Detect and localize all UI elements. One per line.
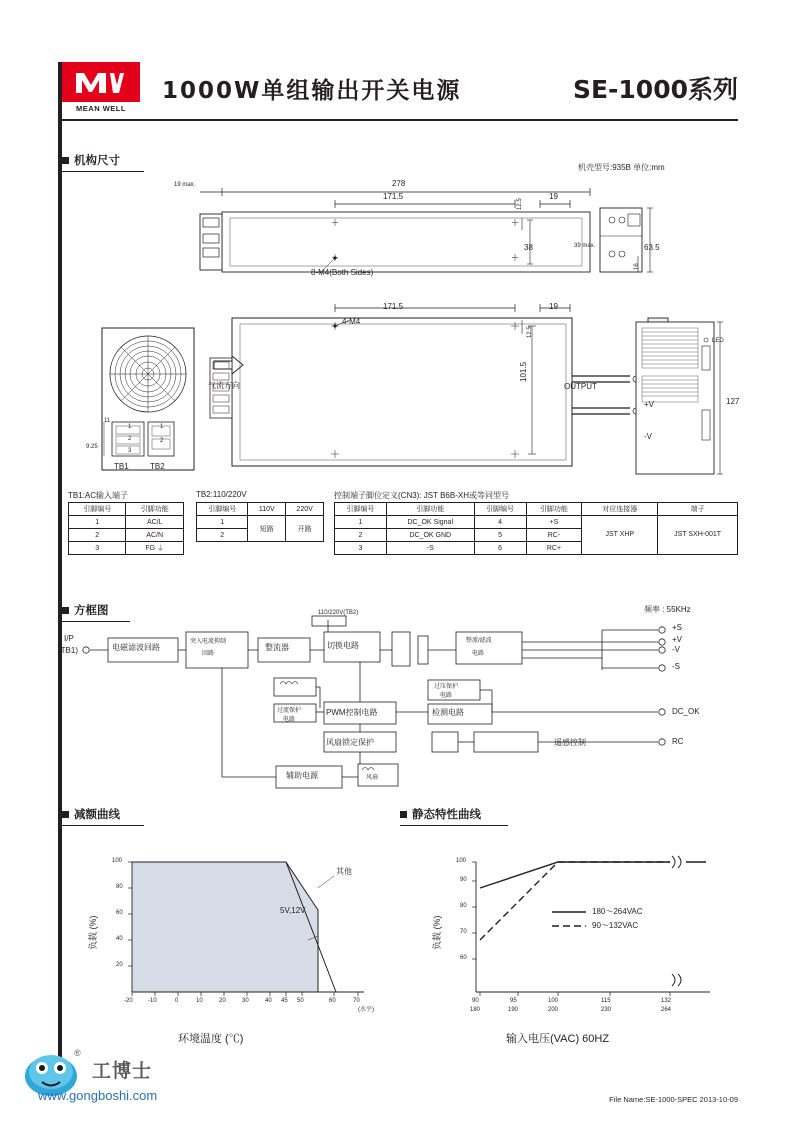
derating-annotation-5v12v: 5V,12V xyxy=(280,906,306,915)
derating-xtick-40: 40 xyxy=(265,998,272,1004)
output-minus-v: -V xyxy=(644,432,652,441)
watermark xyxy=(20,1042,250,1116)
static-xtick-top-95: 95 xyxy=(510,998,517,1004)
case-model-note: 机壳型号:935B 单位:mm xyxy=(578,163,665,172)
cn3-r2-c2: 6 xyxy=(474,542,526,555)
cn3-r1-c3: RC- xyxy=(526,529,582,542)
static-legend-1: 180～264VAC xyxy=(592,907,643,916)
table-row xyxy=(197,516,324,529)
dim-12-5-mid: 12.5 xyxy=(527,326,533,338)
file-name-footer: File Name:SE-1000-SPEC 2013-10-09 xyxy=(609,1095,738,1104)
tb2-r0-c1: 短路 xyxy=(248,516,286,542)
rc-label: RC xyxy=(672,737,684,746)
tb1-r2-c1: FG ⏚ xyxy=(126,542,184,555)
cn3-th-3: 引脚功能 xyxy=(526,503,582,516)
label-tb2: TB2 xyxy=(150,462,165,471)
detect-label: 检测电路 xyxy=(432,708,464,717)
static-xtick-bot-180: 180 xyxy=(470,1007,481,1013)
derating-horizontal-note: (水平) xyxy=(358,1007,374,1013)
derating-xtick--10: -10 xyxy=(148,998,157,1004)
static-ytick-100: 100 xyxy=(456,858,467,864)
section-underline xyxy=(62,171,144,172)
dim-38: 38 xyxy=(524,243,533,252)
cn3-th-5: 端子 xyxy=(658,503,738,516)
dim-16: 16 xyxy=(634,263,640,270)
tb1-table xyxy=(68,502,184,555)
cn3-r2-c1: -S xyxy=(386,542,474,555)
page-title: 1000W单组输出开关电源 xyxy=(162,78,462,104)
table-row xyxy=(69,516,184,529)
output-label: OUTPUT xyxy=(564,382,597,391)
dim-171-5-mid: 171.5 xyxy=(383,302,404,311)
cn3-table-title: 控制端子脚位定义(CN3): JST B6B-XH或等同型号 xyxy=(334,491,509,500)
out-plus-v: +V xyxy=(672,635,683,644)
tb2-table xyxy=(196,502,324,542)
cn3-r1-c2: 5 xyxy=(474,529,526,542)
cn3-th-2: 引脚编号 xyxy=(474,503,526,516)
static-xtick-top-132: 132 xyxy=(661,998,672,1004)
tap-label: 110/220V(TB2) xyxy=(318,610,359,616)
pin-right-2: 2 xyxy=(160,438,164,444)
dim-19-mid-right: 19 xyxy=(549,302,558,311)
emi-label: 电磁滤波回路 xyxy=(112,643,160,652)
watermark-url: www.gongboshi.com xyxy=(38,1088,158,1103)
static-legend-2: 90～132VAC xyxy=(592,921,639,930)
tb1-r1-c0: 2 xyxy=(69,529,126,542)
static-xtick-bot-200: 200 xyxy=(548,1007,559,1013)
page-header xyxy=(62,62,738,122)
screw-note-mid: 4-M4 xyxy=(342,317,361,326)
watermark-brand: 工博士 xyxy=(92,1061,153,1082)
cn3-connector-line2 xyxy=(556,530,558,536)
derating-ytick-100: 100 xyxy=(112,858,123,864)
static-xtick-top-90: 90 xyxy=(472,998,479,1004)
tb1-r2-c0: 3 xyxy=(69,542,126,555)
tb1-r1-c1: AC/N xyxy=(126,529,184,542)
cn3-r0-c0: 1 xyxy=(335,516,387,529)
dim-12-5-top: 12.5 xyxy=(517,198,523,210)
bullet-square-icon xyxy=(400,811,407,818)
out-plus-s: +S xyxy=(672,623,683,632)
fanlock-label: 风扇锁定保护 xyxy=(326,738,374,747)
derating-xtick-45: 45 xyxy=(281,998,288,1004)
table-row xyxy=(335,516,738,529)
inrush-label-2: 回路 xyxy=(202,651,215,657)
pwm-label: PWM控制电路 xyxy=(326,708,378,717)
pin-left-2: 2 xyxy=(128,436,132,442)
airflow-label: 气流方向 xyxy=(208,381,240,390)
static-xtick-bot-190: 190 xyxy=(508,1007,519,1013)
tb1-th-1: 引脚功能 xyxy=(126,503,184,516)
olp-label-1: 过流保护 xyxy=(277,708,302,714)
static-xtick-bot-264: 264 xyxy=(661,1007,672,1013)
aux-label: 辅助电源 xyxy=(286,771,318,780)
tb2-table-title: TB2:110/220V xyxy=(196,490,247,499)
dim-171-5-top: 171.5 xyxy=(383,192,404,201)
static-xlabel: 输入电压(VAC) 60HZ xyxy=(506,1033,610,1045)
out-minus-v: -V xyxy=(672,645,680,654)
derating-xtick-60: 60 xyxy=(329,998,336,1004)
section-underline xyxy=(400,825,508,826)
airflow-arrow-icon xyxy=(214,356,244,374)
fan-front-view xyxy=(96,326,206,476)
meanwell-logo xyxy=(62,62,140,120)
dim-19max-left: 19 max. xyxy=(174,182,196,188)
screw-note-top: 8-M4(Both Sides) xyxy=(311,268,374,277)
watermark-registered-icon: ® xyxy=(74,1048,81,1058)
cn3-r0-c4: JST XHP xyxy=(582,516,658,555)
static-xtick-top-100: 100 xyxy=(548,998,559,1004)
olp-label-2: 电路 xyxy=(283,717,296,723)
ip-tb-label: (TB1) xyxy=(58,646,78,655)
label-tb1: TB1 xyxy=(114,462,129,471)
cn3-th-4: 对应连接器 xyxy=(582,503,658,516)
series-title: SE-1000系列 xyxy=(572,75,738,104)
freq-label: 频率 : 55KHz xyxy=(644,605,691,614)
header-divider xyxy=(62,119,738,121)
dim-9-25: 9.25 xyxy=(86,444,98,450)
left-accent-band xyxy=(58,62,62,1062)
bullet-square-icon xyxy=(62,157,69,164)
table-row xyxy=(69,542,184,555)
tb1-r0-c0: 1 xyxy=(69,516,126,529)
derating-xtick-10: 10 xyxy=(196,998,203,1004)
fan-label: 风扇 xyxy=(366,775,379,781)
block-diagram xyxy=(62,620,742,800)
switch-label: 切换电路 xyxy=(327,641,359,650)
static-ytick-80: 80 xyxy=(460,903,467,909)
dim-101-5: 101.5 xyxy=(519,361,528,382)
output-plus-v: +V xyxy=(644,400,655,409)
inrush-label-1: 突入电流抑制 xyxy=(190,639,227,645)
bullet-square-icon xyxy=(62,811,69,818)
tb1-th-0: 引脚编号 xyxy=(69,503,126,516)
cn3-r2-c0: 3 xyxy=(335,542,387,555)
section-derating-header: 减额曲线 xyxy=(62,806,144,824)
cn3-r2-c3: RC+ xyxy=(526,542,582,555)
ovp-label-2: 电路 xyxy=(440,693,453,699)
cn3-table xyxy=(334,502,738,555)
derating-xtick-0: 0 xyxy=(175,998,179,1004)
derating-ylabel: 负载 (%) xyxy=(88,915,98,950)
derating-xtick-50: 50 xyxy=(297,998,304,1004)
static-chart xyxy=(440,848,730,1028)
static-ytick-90: 90 xyxy=(460,877,467,883)
rectfilter-label-1: 整流/滤波 xyxy=(466,638,492,644)
static-ytick-60: 60 xyxy=(460,955,467,961)
out-minus-s: -S xyxy=(672,662,680,671)
cn3-r0-c1: DC_OK Signal xyxy=(386,516,474,529)
tb1-r0-c1: AC/L xyxy=(126,516,184,529)
tb2-r0-c0: 1 xyxy=(197,516,248,529)
cn3-r1-c0: 2 xyxy=(335,529,387,542)
derating-xtick-20: 20 xyxy=(219,998,226,1004)
derating-xtick--20: -20 xyxy=(124,998,133,1004)
cn3-th-1: 引脚功能 xyxy=(386,503,474,516)
remote-label: 遥感控制 xyxy=(554,738,586,747)
cn3-th-0: 引脚编号 xyxy=(335,503,387,516)
table-row xyxy=(69,529,184,542)
dc-ok-label: DC_OK xyxy=(672,707,700,716)
dim-39max: 39 max. xyxy=(574,243,596,249)
ip-label: I/P xyxy=(64,634,74,643)
tb2-r0-c2: 开路 xyxy=(286,516,324,542)
dim-278: 278 xyxy=(392,179,406,188)
section-mechanical-header: 机构尺寸 xyxy=(62,152,144,170)
derating-ytick-80: 80 xyxy=(116,884,123,890)
dim-63-5: 63.5 xyxy=(644,243,660,252)
pin-left-1: 1 xyxy=(128,424,132,430)
logo-text: MEAN WELL xyxy=(76,104,126,113)
cn3-r0-c5: JST SXH-001T xyxy=(658,516,738,555)
tb2-r1-c0: 2 xyxy=(197,529,248,542)
derating-xtick-30: 30 xyxy=(242,998,249,1004)
derating-annotation-other: 其他 xyxy=(336,867,352,876)
static-xtick-bot-230: 230 xyxy=(601,1007,612,1013)
rectfilter-label-2: 电路 xyxy=(472,651,485,657)
pin-left-3: 3 xyxy=(128,448,132,454)
pin-right-1: 1 xyxy=(160,424,164,430)
cn3-r0-c3: +S xyxy=(526,516,582,529)
static-ylabel: 负载 (%) xyxy=(432,915,442,950)
label-led: LED xyxy=(712,338,724,344)
tb1-table-title: TB1:AC输入端子 xyxy=(68,491,129,500)
cn3-r0-c2: 4 xyxy=(474,516,526,529)
mechanical-top-view xyxy=(170,178,650,288)
tb2-th-2: 220V xyxy=(286,503,324,516)
derating-xtick-70: 70 xyxy=(353,998,360,1004)
static-ytick-70: 70 xyxy=(460,929,467,935)
cn3-r1-c1: DC_OK GND xyxy=(386,529,474,542)
tb2-th-0: 引脚编号 xyxy=(197,503,248,516)
static-xtick-top-115: 115 xyxy=(601,998,611,1004)
derating-ytick-40: 40 xyxy=(116,936,123,942)
rectifier-label: 整流器 xyxy=(265,643,289,652)
derating-ytick-20: 20 xyxy=(116,962,123,968)
logo-mark xyxy=(62,62,140,102)
section-underline xyxy=(62,825,144,826)
section-static-header: 静态特性曲线 xyxy=(400,806,508,824)
dim-19-top-right: 19 xyxy=(549,192,558,201)
ovp-label-1: 过压保护 xyxy=(434,684,459,690)
bullet-square-icon xyxy=(62,607,69,614)
derating-ytick-60: 60 xyxy=(116,910,123,916)
section-blockdiagram-header: 方框图 xyxy=(62,602,130,620)
dim-11: 11 xyxy=(104,418,111,424)
dim-127: 127 xyxy=(726,397,740,406)
derating-xlabel: 环境温度 (℃) xyxy=(178,1033,244,1045)
tb2-th-1: 110V xyxy=(248,503,286,516)
